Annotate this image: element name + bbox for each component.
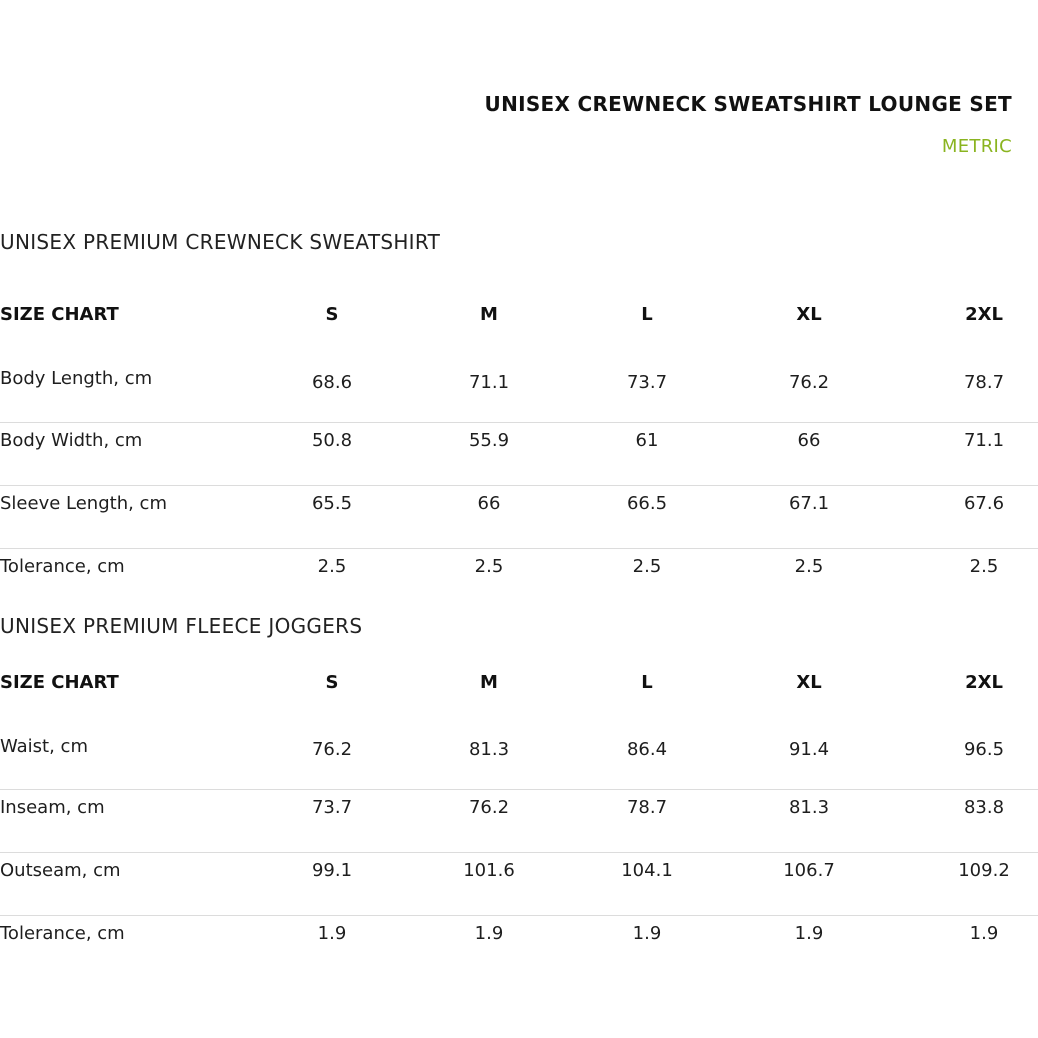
cell-value: 2.5 (474, 556, 504, 577)
row-label: Body Width, cm (0, 430, 143, 451)
size-chart-label: SIZE CHART (0, 304, 119, 325)
cell-value: 66 (797, 430, 821, 451)
cell-value: 67.1 (788, 493, 830, 514)
cell-value: 66 (477, 493, 501, 514)
cell-value: 1.9 (794, 923, 824, 944)
row-label: Tolerance, cm (0, 923, 125, 944)
sweatshirt-section-title: UNISEX PREMIUM CREWNECK SWEATSHIRT (0, 230, 441, 254)
size-header-2xl: 2XL (965, 304, 1003, 325)
cell-value: 81.3 (788, 797, 830, 818)
cell-value: 67.6 (963, 493, 1005, 514)
size-header-2xl: 2XL (965, 672, 1003, 693)
row-label: Body Length, cm (0, 368, 153, 389)
cell-value: 1.9 (969, 923, 999, 944)
cell-value: 1.9 (474, 923, 504, 944)
cell-value: 50.8 (311, 430, 353, 451)
cell-value: 78.7 (963, 372, 1005, 393)
cell-value: 96.5 (963, 739, 1005, 760)
table-row (0, 485, 1038, 548)
cell-value: 106.7 (783, 860, 835, 881)
cell-value: 81.3 (468, 739, 510, 760)
cell-value: 2.5 (317, 556, 347, 577)
metric-unit-toggle[interactable]: METRIC (941, 136, 1012, 157)
size-header-s: S (325, 304, 339, 325)
cell-value: 109.2 (958, 860, 1010, 881)
cell-value: 61 (635, 430, 659, 451)
cell-value: 99.1 (311, 860, 353, 881)
table-row (0, 548, 1038, 589)
table-row (0, 422, 1038, 485)
cell-value: 101.6 (463, 860, 515, 881)
cell-value: 2.5 (794, 556, 824, 577)
joggers-size-table (0, 664, 1038, 956)
cell-value: 86.4 (626, 739, 668, 760)
cell-value: 73.7 (311, 797, 353, 818)
size-chart-label: SIZE CHART (0, 672, 119, 693)
cell-value: 76.2 (468, 797, 510, 818)
cell-value: 2.5 (632, 556, 662, 577)
table-row (0, 724, 1038, 789)
cell-value: 78.7 (626, 797, 668, 818)
size-header-xl: XL (796, 672, 822, 693)
table-row (0, 356, 1038, 422)
table-row (0, 915, 1038, 956)
cell-value: 65.5 (311, 493, 353, 514)
row-label: Waist, cm (0, 736, 88, 757)
cell-value: 71.1 (963, 430, 1005, 451)
sweatshirt-size-table (0, 296, 1038, 589)
cell-value: 76.2 (311, 739, 353, 760)
table-header-row (0, 296, 1038, 356)
cell-value: 76.2 (788, 372, 830, 393)
cell-value: 1.9 (317, 923, 347, 944)
cell-value: 91.4 (788, 739, 830, 760)
cell-value: 2.5 (969, 556, 999, 577)
page-title: UNISEX CREWNECK SWEATSHIRT LOUNGE SET (484, 92, 1012, 116)
cell-value: 1.9 (632, 923, 662, 944)
row-label: Tolerance, cm (0, 556, 125, 577)
size-header-m: M (480, 672, 498, 693)
cell-value: 71.1 (468, 372, 510, 393)
row-label: Outseam, cm (0, 860, 121, 881)
cell-value: 83.8 (963, 797, 1005, 818)
row-label: Inseam, cm (0, 797, 105, 818)
table-header-row (0, 664, 1038, 724)
cell-value: 73.7 (626, 372, 668, 393)
cell-value: 55.9 (468, 430, 510, 451)
size-header-l: L (641, 672, 653, 693)
size-header-m: M (480, 304, 498, 325)
joggers-section-title: UNISEX PREMIUM FLEECE JOGGERS (0, 614, 363, 638)
size-header-xl: XL (796, 304, 822, 325)
size-header-s: S (325, 672, 339, 693)
cell-value: 66.5 (626, 493, 668, 514)
row-label: Sleeve Length, cm (0, 493, 167, 514)
cell-value: 104.1 (621, 860, 673, 881)
size-header-l: L (641, 304, 653, 325)
table-row (0, 852, 1038, 915)
table-row (0, 789, 1038, 852)
cell-value: 68.6 (311, 372, 353, 393)
